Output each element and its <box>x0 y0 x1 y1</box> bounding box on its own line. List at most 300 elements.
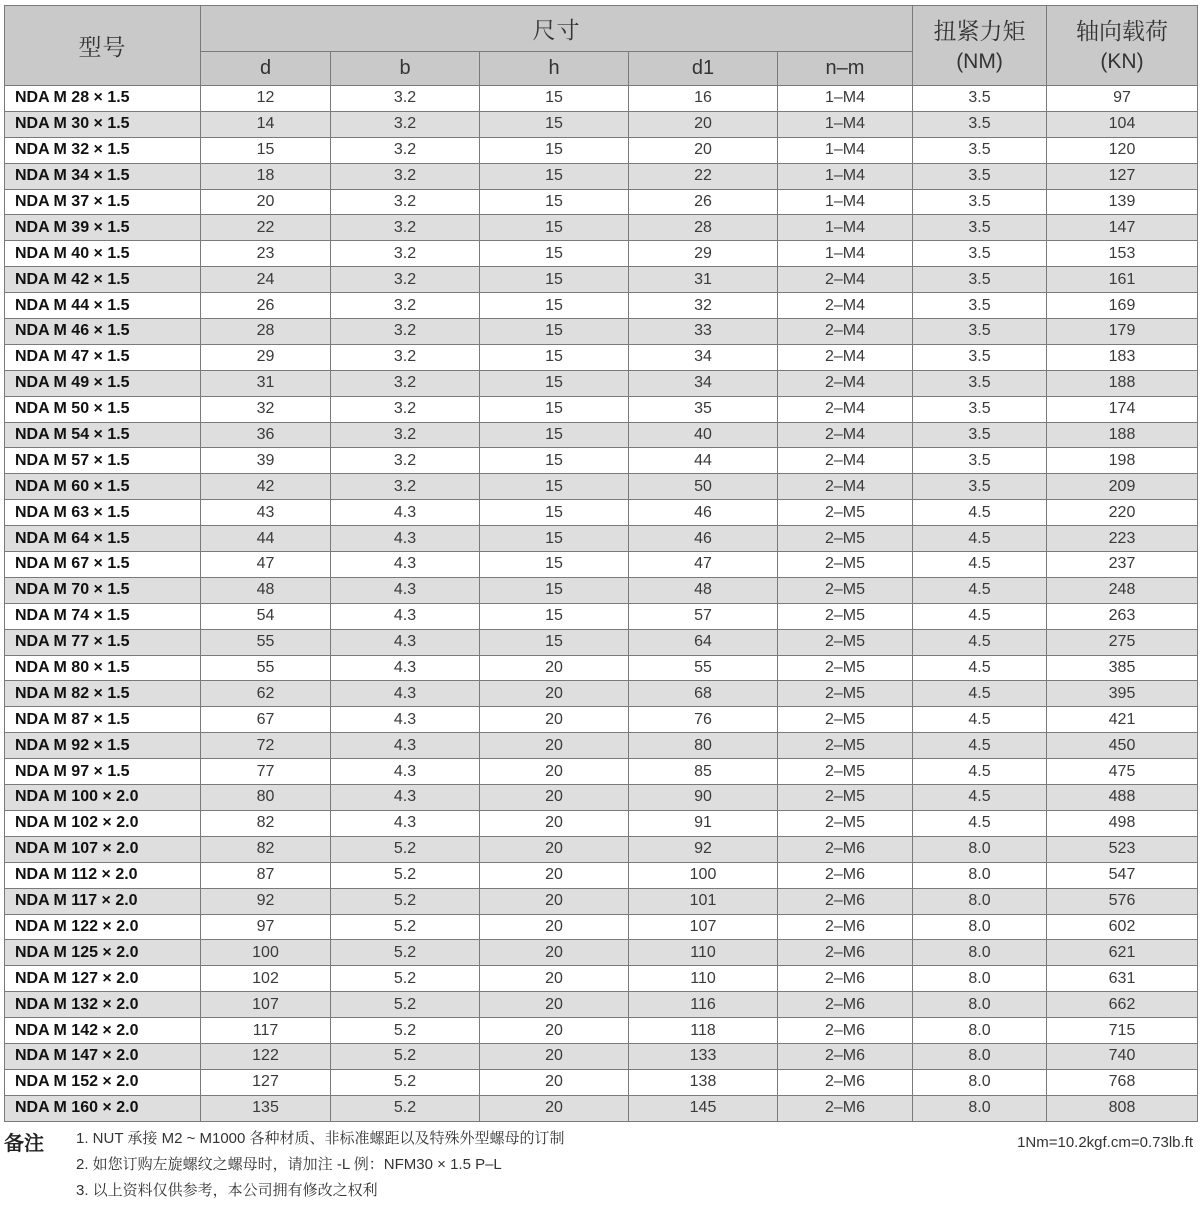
value-cell: 174 <box>1047 396 1198 422</box>
value-cell: 3.5 <box>913 396 1047 422</box>
value-cell: 32 <box>201 396 331 422</box>
model-cell: NDA M 40 × 1.5 <box>5 241 201 267</box>
value-cell: 3.5 <box>913 344 1047 370</box>
value-cell: 523 <box>1047 836 1198 862</box>
header-axial-load <box>1047 6 1198 86</box>
table-row <box>5 810 1198 836</box>
value-cell: 48 <box>201 577 331 603</box>
value-cell: 20 <box>480 733 629 759</box>
value-cell: 223 <box>1047 526 1198 552</box>
value-cell: 3.2 <box>331 344 480 370</box>
value-cell: 57 <box>629 603 778 629</box>
header-torque-label: 扭紧力矩 <box>933 17 1026 44</box>
header-model: 型号 <box>5 6 201 86</box>
value-cell: 55 <box>201 655 331 681</box>
model-cell: NDA M 82 × 1.5 <box>5 681 201 707</box>
value-cell: 169 <box>1047 293 1198 319</box>
value-cell: 3.5 <box>913 448 1047 474</box>
value-cell: 2–M6 <box>778 992 913 1018</box>
value-cell: 82 <box>201 836 331 862</box>
value-cell: 8.0 <box>913 1043 1047 1069</box>
value-cell: 3.5 <box>913 241 1047 267</box>
value-cell: 209 <box>1047 474 1198 500</box>
value-cell: 122 <box>201 1043 331 1069</box>
value-cell: 1–M4 <box>778 86 913 112</box>
value-cell: 15 <box>480 344 629 370</box>
value-cell: 5.2 <box>331 1095 480 1121</box>
value-cell: 808 <box>1047 1095 1198 1121</box>
value-cell: 34 <box>629 370 778 396</box>
value-cell: 85 <box>629 759 778 785</box>
header-axial-load-label: 轴向载荷 <box>1076 17 1169 44</box>
note-item: 3. 以上资料仅供参考，本公司拥有修改之权利 <box>76 1182 378 1199</box>
header-torque <box>913 6 1047 86</box>
value-cell: 15 <box>201 137 331 163</box>
value-cell: 2–M6 <box>778 1043 913 1069</box>
value-cell: 2–M5 <box>778 707 913 733</box>
table-row <box>5 552 1198 578</box>
value-cell: 15 <box>480 189 629 215</box>
model-cell: NDA M 127 × 2.0 <box>5 966 201 992</box>
model-cell: NDA M 112 × 2.0 <box>5 862 201 888</box>
model-cell: NDA M 30 × 1.5 <box>5 111 201 137</box>
value-cell: 198 <box>1047 448 1198 474</box>
value-cell: 768 <box>1047 1069 1198 1095</box>
value-cell: 621 <box>1047 940 1198 966</box>
model-cell: NDA M 47 × 1.5 <box>5 344 201 370</box>
model-cell: NDA M 147 × 2.0 <box>5 1043 201 1069</box>
model-cell: NDA M 102 × 2.0 <box>5 810 201 836</box>
table-row <box>5 1018 1198 1044</box>
value-cell: 3.5 <box>913 111 1047 137</box>
value-cell: 5.2 <box>331 914 480 940</box>
value-cell: 4.3 <box>331 655 480 681</box>
model-cell: NDA M 32 × 1.5 <box>5 137 201 163</box>
value-cell: 179 <box>1047 319 1198 345</box>
value-cell: 15 <box>480 215 629 241</box>
value-cell: 20 <box>629 137 778 163</box>
value-cell: 3.2 <box>331 396 480 422</box>
value-cell: 32 <box>629 293 778 319</box>
value-cell: 97 <box>201 914 331 940</box>
value-cell: 5.2 <box>331 862 480 888</box>
value-cell: 2–M4 <box>778 448 913 474</box>
table-row <box>5 707 1198 733</box>
value-cell: 161 <box>1047 267 1198 293</box>
value-cell: 20 <box>480 1043 629 1069</box>
value-cell: 20 <box>480 810 629 836</box>
header-n-m: n–m <box>778 52 913 86</box>
value-cell: 2–M4 <box>778 319 913 345</box>
table-row <box>5 992 1198 1018</box>
model-cell: NDA M 77 × 1.5 <box>5 629 201 655</box>
value-cell: 46 <box>629 526 778 552</box>
value-cell: 15 <box>480 474 629 500</box>
value-cell: 3.5 <box>913 86 1047 112</box>
value-cell: 15 <box>480 293 629 319</box>
value-cell: 55 <box>629 655 778 681</box>
value-cell: 28 <box>629 215 778 241</box>
value-cell: 2–M5 <box>778 810 913 836</box>
model-cell: NDA M 132 × 2.0 <box>5 992 201 1018</box>
value-cell: 101 <box>629 888 778 914</box>
value-cell: 36 <box>201 422 331 448</box>
value-cell: 116 <box>629 992 778 1018</box>
value-cell: 3.2 <box>331 137 480 163</box>
value-cell: 20 <box>480 862 629 888</box>
value-cell: 97 <box>1047 86 1198 112</box>
value-cell: 4.5 <box>913 552 1047 578</box>
value-cell: 48 <box>629 577 778 603</box>
value-cell: 15 <box>480 370 629 396</box>
value-cell: 15 <box>480 267 629 293</box>
model-cell: NDA M 142 × 2.0 <box>5 1018 201 1044</box>
value-cell: 3.2 <box>331 422 480 448</box>
value-cell: 2–M5 <box>778 733 913 759</box>
value-cell: 80 <box>629 733 778 759</box>
value-cell: 31 <box>201 370 331 396</box>
value-cell: 50 <box>629 474 778 500</box>
value-cell: 110 <box>629 966 778 992</box>
value-cell: 248 <box>1047 577 1198 603</box>
value-cell: 450 <box>1047 733 1198 759</box>
value-cell: 72 <box>201 733 331 759</box>
value-cell: 15 <box>480 396 629 422</box>
value-cell: 488 <box>1047 785 1198 811</box>
value-cell: 107 <box>629 914 778 940</box>
value-cell: 8.0 <box>913 966 1047 992</box>
table-row <box>5 836 1198 862</box>
value-cell: 90 <box>629 785 778 811</box>
table-row <box>5 1095 1198 1121</box>
value-cell: 4.5 <box>913 681 1047 707</box>
model-cell: NDA M 87 × 1.5 <box>5 707 201 733</box>
value-cell: 4.3 <box>331 629 480 655</box>
value-cell: 20 <box>629 111 778 137</box>
value-cell: 147 <box>1047 215 1198 241</box>
model-cell: NDA M 160 × 2.0 <box>5 1095 201 1121</box>
table-row <box>5 629 1198 655</box>
value-cell: 5.2 <box>331 940 480 966</box>
value-cell: 2–M4 <box>778 370 913 396</box>
header-dimensions: 尺寸 <box>201 6 913 52</box>
header-d1: d1 <box>629 52 778 86</box>
value-cell: 3.2 <box>331 163 480 189</box>
model-cell: NDA M 67 × 1.5 <box>5 552 201 578</box>
value-cell: 43 <box>201 500 331 526</box>
value-cell: 82 <box>201 810 331 836</box>
model-cell: NDA M 80 × 1.5 <box>5 655 201 681</box>
value-cell: 15 <box>480 500 629 526</box>
model-cell: NDA M 70 × 1.5 <box>5 577 201 603</box>
value-cell: 2–M6 <box>778 862 913 888</box>
table-row <box>5 448 1198 474</box>
value-cell: 29 <box>201 344 331 370</box>
table-row <box>5 681 1198 707</box>
value-cell: 100 <box>629 862 778 888</box>
value-cell: 67 <box>201 707 331 733</box>
value-cell: 3.2 <box>331 241 480 267</box>
table-row <box>5 1069 1198 1095</box>
value-cell: 3.5 <box>913 319 1047 345</box>
table-row <box>5 888 1198 914</box>
value-cell: 15 <box>480 111 629 137</box>
value-cell: 602 <box>1047 914 1198 940</box>
notes-section <box>4 1125 1197 1203</box>
value-cell: 23 <box>201 241 331 267</box>
value-cell: 1–M4 <box>778 111 913 137</box>
header-b: b <box>331 52 480 86</box>
model-cell: NDA M 64 × 1.5 <box>5 526 201 552</box>
value-cell: 275 <box>1047 629 1198 655</box>
value-cell: 2–M6 <box>778 914 913 940</box>
value-cell: 20 <box>480 707 629 733</box>
value-cell: 15 <box>480 422 629 448</box>
value-cell: 87 <box>201 862 331 888</box>
value-cell: 2–M5 <box>778 629 913 655</box>
value-cell: 20 <box>480 785 629 811</box>
table-row <box>5 785 1198 811</box>
model-cell: NDA M 49 × 1.5 <box>5 370 201 396</box>
value-cell: 20 <box>480 992 629 1018</box>
value-cell: 3.5 <box>913 189 1047 215</box>
value-cell: 20 <box>480 1069 629 1095</box>
table-row <box>5 241 1198 267</box>
value-cell: 5.2 <box>331 1069 480 1095</box>
value-cell: 118 <box>629 1018 778 1044</box>
value-cell: 2–M4 <box>778 267 913 293</box>
value-cell: 395 <box>1047 681 1198 707</box>
value-cell: 421 <box>1047 707 1198 733</box>
value-cell: 1–M4 <box>778 137 913 163</box>
spec-table-body <box>5 86 1198 1122</box>
value-cell: 3.5 <box>913 474 1047 500</box>
value-cell: 76 <box>629 707 778 733</box>
value-cell: 4.5 <box>913 759 1047 785</box>
value-cell: 5.2 <box>331 992 480 1018</box>
table-row <box>5 759 1198 785</box>
value-cell: 28 <box>201 319 331 345</box>
table-row <box>5 396 1198 422</box>
value-cell: 3.2 <box>331 111 480 137</box>
table-row <box>5 474 1198 500</box>
model-cell: NDA M 107 × 2.0 <box>5 836 201 862</box>
value-cell: 2–M4 <box>778 474 913 500</box>
value-cell: 2–M6 <box>778 1095 913 1121</box>
table-row <box>5 1043 1198 1069</box>
value-cell: 263 <box>1047 603 1198 629</box>
value-cell: 1–M4 <box>778 241 913 267</box>
table-row <box>5 914 1198 940</box>
value-cell: 120 <box>1047 137 1198 163</box>
value-cell: 3.5 <box>913 163 1047 189</box>
value-cell: 3.2 <box>331 86 480 112</box>
table-row <box>5 500 1198 526</box>
value-cell: 8.0 <box>913 1018 1047 1044</box>
value-cell: 2–M6 <box>778 888 913 914</box>
value-cell: 110 <box>629 940 778 966</box>
value-cell: 138 <box>629 1069 778 1095</box>
model-cell: NDA M 50 × 1.5 <box>5 396 201 422</box>
value-cell: 8.0 <box>913 862 1047 888</box>
value-cell: 4.5 <box>913 655 1047 681</box>
value-cell: 631 <box>1047 966 1198 992</box>
value-cell: 4.5 <box>913 603 1047 629</box>
header-axial-load-unit: (KN) <box>1100 49 1144 73</box>
model-cell: NDA M 37 × 1.5 <box>5 189 201 215</box>
value-cell: 188 <box>1047 422 1198 448</box>
table-row <box>5 526 1198 552</box>
header-torque-unit: (NM) <box>956 49 1003 73</box>
value-cell: 547 <box>1047 862 1198 888</box>
value-cell: 3.5 <box>913 267 1047 293</box>
value-cell: 2–M5 <box>778 552 913 578</box>
notes-label: 备注 <box>4 1133 44 1155</box>
value-cell: 15 <box>480 241 629 267</box>
value-cell: 2–M5 <box>778 500 913 526</box>
value-cell: 4.5 <box>913 707 1047 733</box>
value-cell: 4.3 <box>331 526 480 552</box>
value-cell: 3.2 <box>331 189 480 215</box>
value-cell: 4.3 <box>331 733 480 759</box>
value-cell: 2–M6 <box>778 836 913 862</box>
value-cell: 3.2 <box>331 370 480 396</box>
table-row <box>5 577 1198 603</box>
value-cell: 20 <box>480 888 629 914</box>
value-cell: 77 <box>201 759 331 785</box>
value-cell: 16 <box>629 86 778 112</box>
value-cell: 100 <box>201 940 331 966</box>
value-cell: 3.5 <box>913 422 1047 448</box>
value-cell: 3.5 <box>913 137 1047 163</box>
value-cell: 20 <box>201 189 331 215</box>
value-cell: 68 <box>629 681 778 707</box>
value-cell: 4.3 <box>331 552 480 578</box>
value-cell: 20 <box>480 681 629 707</box>
table-row <box>5 293 1198 319</box>
model-cell: NDA M 152 × 2.0 <box>5 1069 201 1095</box>
value-cell: 34 <box>629 344 778 370</box>
value-cell: 740 <box>1047 1043 1198 1069</box>
model-cell: NDA M 46 × 1.5 <box>5 319 201 345</box>
value-cell: 4.3 <box>331 759 480 785</box>
value-cell: 4.3 <box>331 707 480 733</box>
note-item: 1. NUT 承接 M2 ~ M1000 各种材质、非标准螺距以及特殊外型螺母的订制 <box>76 1130 565 1147</box>
value-cell: 5.2 <box>331 836 480 862</box>
value-cell: 715 <box>1047 1018 1198 1044</box>
value-cell: 3.2 <box>331 293 480 319</box>
value-cell: 4.3 <box>331 785 480 811</box>
value-cell: 20 <box>480 836 629 862</box>
table-row <box>5 163 1198 189</box>
value-cell: 498 <box>1047 810 1198 836</box>
table-row <box>5 215 1198 241</box>
value-cell: 91 <box>629 810 778 836</box>
value-cell: 153 <box>1047 241 1198 267</box>
table-row <box>5 733 1198 759</box>
table-row <box>5 344 1198 370</box>
value-cell: 47 <box>201 552 331 578</box>
value-cell: 62 <box>201 681 331 707</box>
value-cell: 92 <box>629 836 778 862</box>
value-cell: 15 <box>480 86 629 112</box>
model-cell: NDA M 100 × 2.0 <box>5 785 201 811</box>
value-cell: 4.3 <box>331 681 480 707</box>
value-cell: 64 <box>629 629 778 655</box>
value-cell: 54 <box>201 603 331 629</box>
value-cell: 8.0 <box>913 1095 1047 1121</box>
value-cell: 3.2 <box>331 474 480 500</box>
model-cell: NDA M 74 × 1.5 <box>5 603 201 629</box>
value-cell: 15 <box>480 629 629 655</box>
value-cell: 8.0 <box>913 1069 1047 1095</box>
value-cell: 15 <box>480 577 629 603</box>
value-cell: 2–M5 <box>778 681 913 707</box>
value-cell: 4.3 <box>331 500 480 526</box>
value-cell: 107 <box>201 992 331 1018</box>
value-cell: 4.5 <box>913 785 1047 811</box>
value-cell: 220 <box>1047 500 1198 526</box>
model-cell: NDA M 39 × 1.5 <box>5 215 201 241</box>
value-cell: 127 <box>201 1069 331 1095</box>
value-cell: 5.2 <box>331 966 480 992</box>
value-cell: 385 <box>1047 655 1198 681</box>
value-cell: 47 <box>629 552 778 578</box>
value-cell: 42 <box>201 474 331 500</box>
value-cell: 104 <box>1047 111 1198 137</box>
value-cell: 127 <box>1047 163 1198 189</box>
value-cell: 1–M4 <box>778 189 913 215</box>
model-cell: NDA M 54 × 1.5 <box>5 422 201 448</box>
unit-conversion: 1Nm=10.2kgf.cm=0.73lb.ft <box>1017 1134 1193 1151</box>
value-cell: 20 <box>480 966 629 992</box>
value-cell: 44 <box>201 526 331 552</box>
value-cell: 8.0 <box>913 836 1047 862</box>
value-cell: 22 <box>201 215 331 241</box>
table-row <box>5 86 1198 112</box>
value-cell: 35 <box>629 396 778 422</box>
value-cell: 40 <box>629 422 778 448</box>
value-cell: 26 <box>629 189 778 215</box>
value-cell: 2–M4 <box>778 396 913 422</box>
value-cell: 20 <box>480 1018 629 1044</box>
value-cell: 3.5 <box>913 370 1047 396</box>
value-cell: 5.2 <box>331 888 480 914</box>
value-cell: 15 <box>480 448 629 474</box>
value-cell: 44 <box>629 448 778 474</box>
value-cell: 475 <box>1047 759 1198 785</box>
table-row <box>5 319 1198 345</box>
table-row <box>5 655 1198 681</box>
value-cell: 15 <box>480 603 629 629</box>
table-row <box>5 267 1198 293</box>
value-cell: 39 <box>201 448 331 474</box>
value-cell: 5.2 <box>331 1018 480 1044</box>
header-h: h <box>480 52 629 86</box>
value-cell: 4.5 <box>913 577 1047 603</box>
value-cell: 55 <box>201 629 331 655</box>
value-cell: 4.5 <box>913 810 1047 836</box>
value-cell: 15 <box>480 526 629 552</box>
value-cell: 3.2 <box>331 267 480 293</box>
model-cell: NDA M 60 × 1.5 <box>5 474 201 500</box>
value-cell: 2–M6 <box>778 1069 913 1095</box>
value-cell: 2–M6 <box>778 966 913 992</box>
model-cell: NDA M 92 × 1.5 <box>5 733 201 759</box>
value-cell: 22 <box>629 163 778 189</box>
value-cell: 139 <box>1047 189 1198 215</box>
table-row <box>5 940 1198 966</box>
